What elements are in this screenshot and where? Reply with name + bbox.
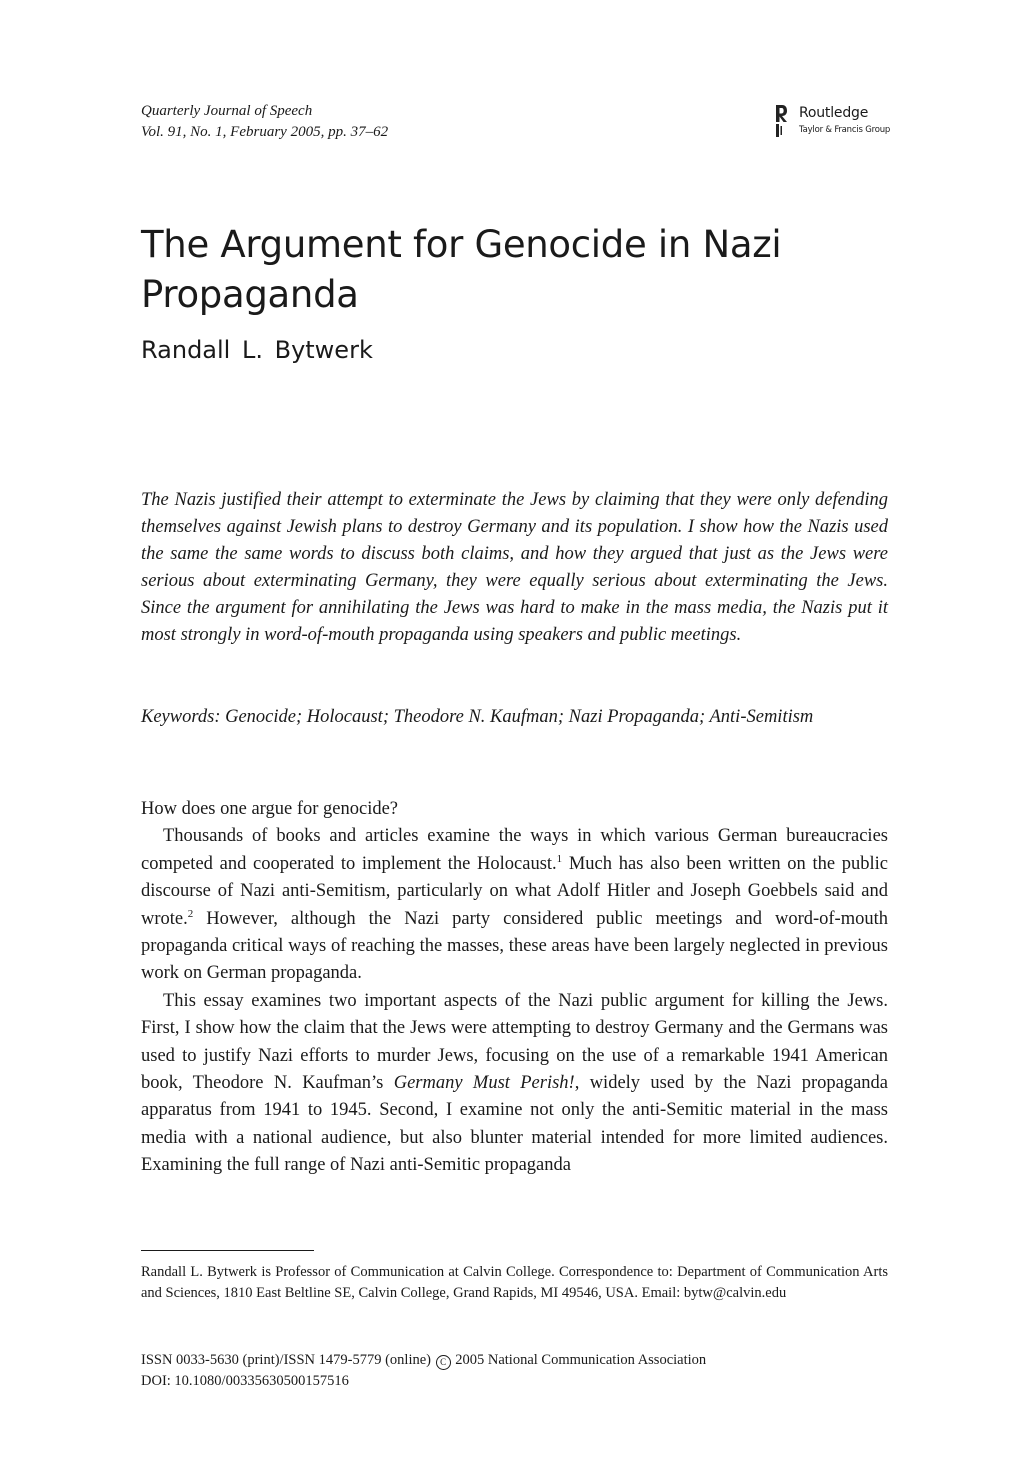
article-title: The Argument for Genocide in Nazi Propaganda <box>141 223 782 316</box>
article-page <box>141 0 891 1465</box>
journal-citation <box>141 101 388 143</box>
footnote-ref[interactable]: 2 <box>187 907 194 920</box>
body-paragraph <box>141 796 888 823</box>
routledge-logo-icon <box>775 104 789 138</box>
author-footnote: Randall L. Bytwerk is Professor of Communication at Calvin College. Correspondence to: Department of Communication Arts and Sciences, 1810 East Beltline SE, Calvin College, Grand Rapids, MI 49546, USA. Email: bytw@calvin.edu <box>141 1264 888 1301</box>
opening-question: How does one argue for genocide? <box>141 799 399 819</box>
body-paragraph <box>141 988 888 1180</box>
publisher-group: Taylor & Francis Group <box>799 125 891 135</box>
journal-name: Quarterly Journal of Speech <box>141 103 313 119</box>
body-text: Thousands of books and articles examine the ways in which various German bureaucracies competed and cooperated to implement the Holocaust. <box>141 826 888 874</box>
doi-link[interactable]: DOI: 10.1080/00335630500157516 <box>141 1372 349 1389</box>
body-text: However, although the Nazi party considered public meetings and word-of-mouth propaganda critical ways of reaching the masses, these areas have been largely neglected in previous work on German propaganda. <box>141 908 888 984</box>
footnote-ref[interactable]: 1 <box>556 852 563 865</box>
body-text: This essay examines two important aspects of the Nazi public argument for killing the Jews. First, I show how the claim that the Jews were attempting to destroy Germany and the Germans was used to justify Nazi efforts to murder Jews, focusing on the use of a remarkable 1941 American book, Theodore N. Kaufman’s <box>141 990 888 1094</box>
body-paragraph <box>141 823 888 987</box>
publisher-name: Routledge <box>799 105 869 121</box>
article-body <box>141 796 888 1180</box>
author-name: Randall L. Bytwerk <box>141 336 373 364</box>
issn-line <box>141 1350 706 1371</box>
publication-info <box>141 1350 706 1391</box>
abstract: The Nazis justified their attempt to exterminate the Jews by claiming that they were only defending themselves against Jewish plans to destroy Germany and its population. I show how the Nazis used the same the same words to discuss both claims, and how they argued that just as the Jews were serious about exterminating Germany, they were equally serious about exterminating the Jews. Since the argument for annihilating the Jews was hard to make in the mass media, the Nazis put it most strongly in word-of-mouth propaganda using speakers and public meetings. <box>141 490 888 645</box>
book-title: Germany Must Perish! <box>393 1073 575 1094</box>
issue-info: Vol. 91, No. 1, February 2005, pp. 37–62 <box>141 124 389 140</box>
body-text: Much has also been written on the public discourse of Nazi anti-Semitism, particularly on what Adolf Hitler and Joseph Goebbels said and wrote. <box>141 853 888 929</box>
issn-text: ISSN 0033-5630 (print)/ISSN 1479-5779 (online) <box>141 1352 431 1368</box>
body-text: , widely used by the Nazi propaganda apparatus from 1941 to 1945. Second, I examine not only the anti-Semitic material in the mass media with a national audience, but also blunter material intended for more limited audiences. Examining the full range of Nazi anti-Semitic propaganda <box>141 1073 888 1176</box>
copyright-icon: C <box>436 1355 451 1370</box>
publisher-logo <box>775 104 890 140</box>
copyright-text: 2005 National Communication Association <box>455 1352 707 1368</box>
footnote-divider <box>141 1250 314 1251</box>
keywords: Keywords: Genocide; Holocaust; Theodore N. Kaufman; Nazi Propaganda; Anti-Semitism <box>141 707 814 727</box>
